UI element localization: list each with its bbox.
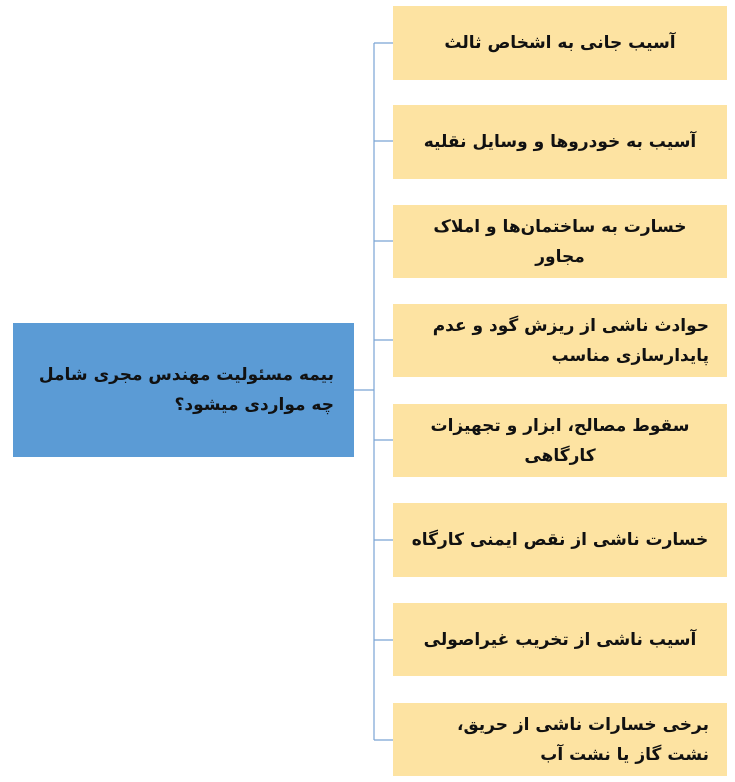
item-node-2 [393, 105, 727, 179]
root-node-label: بیمه مسئولیت مهندس مجری شامل چه مواردی میشود؟ [38, 365, 334, 415]
item-node-6 [393, 503, 727, 577]
item-node-5 [393, 404, 727, 477]
item-node-3-label: خسارت به ساختمان‌ها و املاک مجاور [433, 216, 687, 267]
item-node-8 [393, 703, 727, 776]
item-node-4-label: حوادث ناشی از ریزش گود و عدم پایدارسازی مناسب [432, 315, 709, 366]
item-node-1-label: آسیب جانی به اشخاص ثالث [444, 33, 676, 53]
item-node-5-label: سقوط مصالح، ابزار و تجهیزات کارگاهی [430, 415, 690, 466]
root-node [13, 323, 354, 457]
item-node-4 [393, 304, 727, 377]
item-node-7-label: آسیب ناشی از تخریب غیراصولی [423, 629, 697, 650]
item-node-8-label: برخی خسارات ناشی از حریق، نشت گاز یا نشت آب [456, 714, 709, 765]
item-node-2-label: آسیب به خودروها و وسایل نقلیه [423, 132, 697, 152]
item-node-6-label: خسارت ناشی از نقص ایمنی کارگاه [411, 530, 709, 550]
item-node-1 [393, 6, 727, 80]
item-node-3 [393, 205, 727, 278]
item-node-7 [393, 603, 727, 676]
